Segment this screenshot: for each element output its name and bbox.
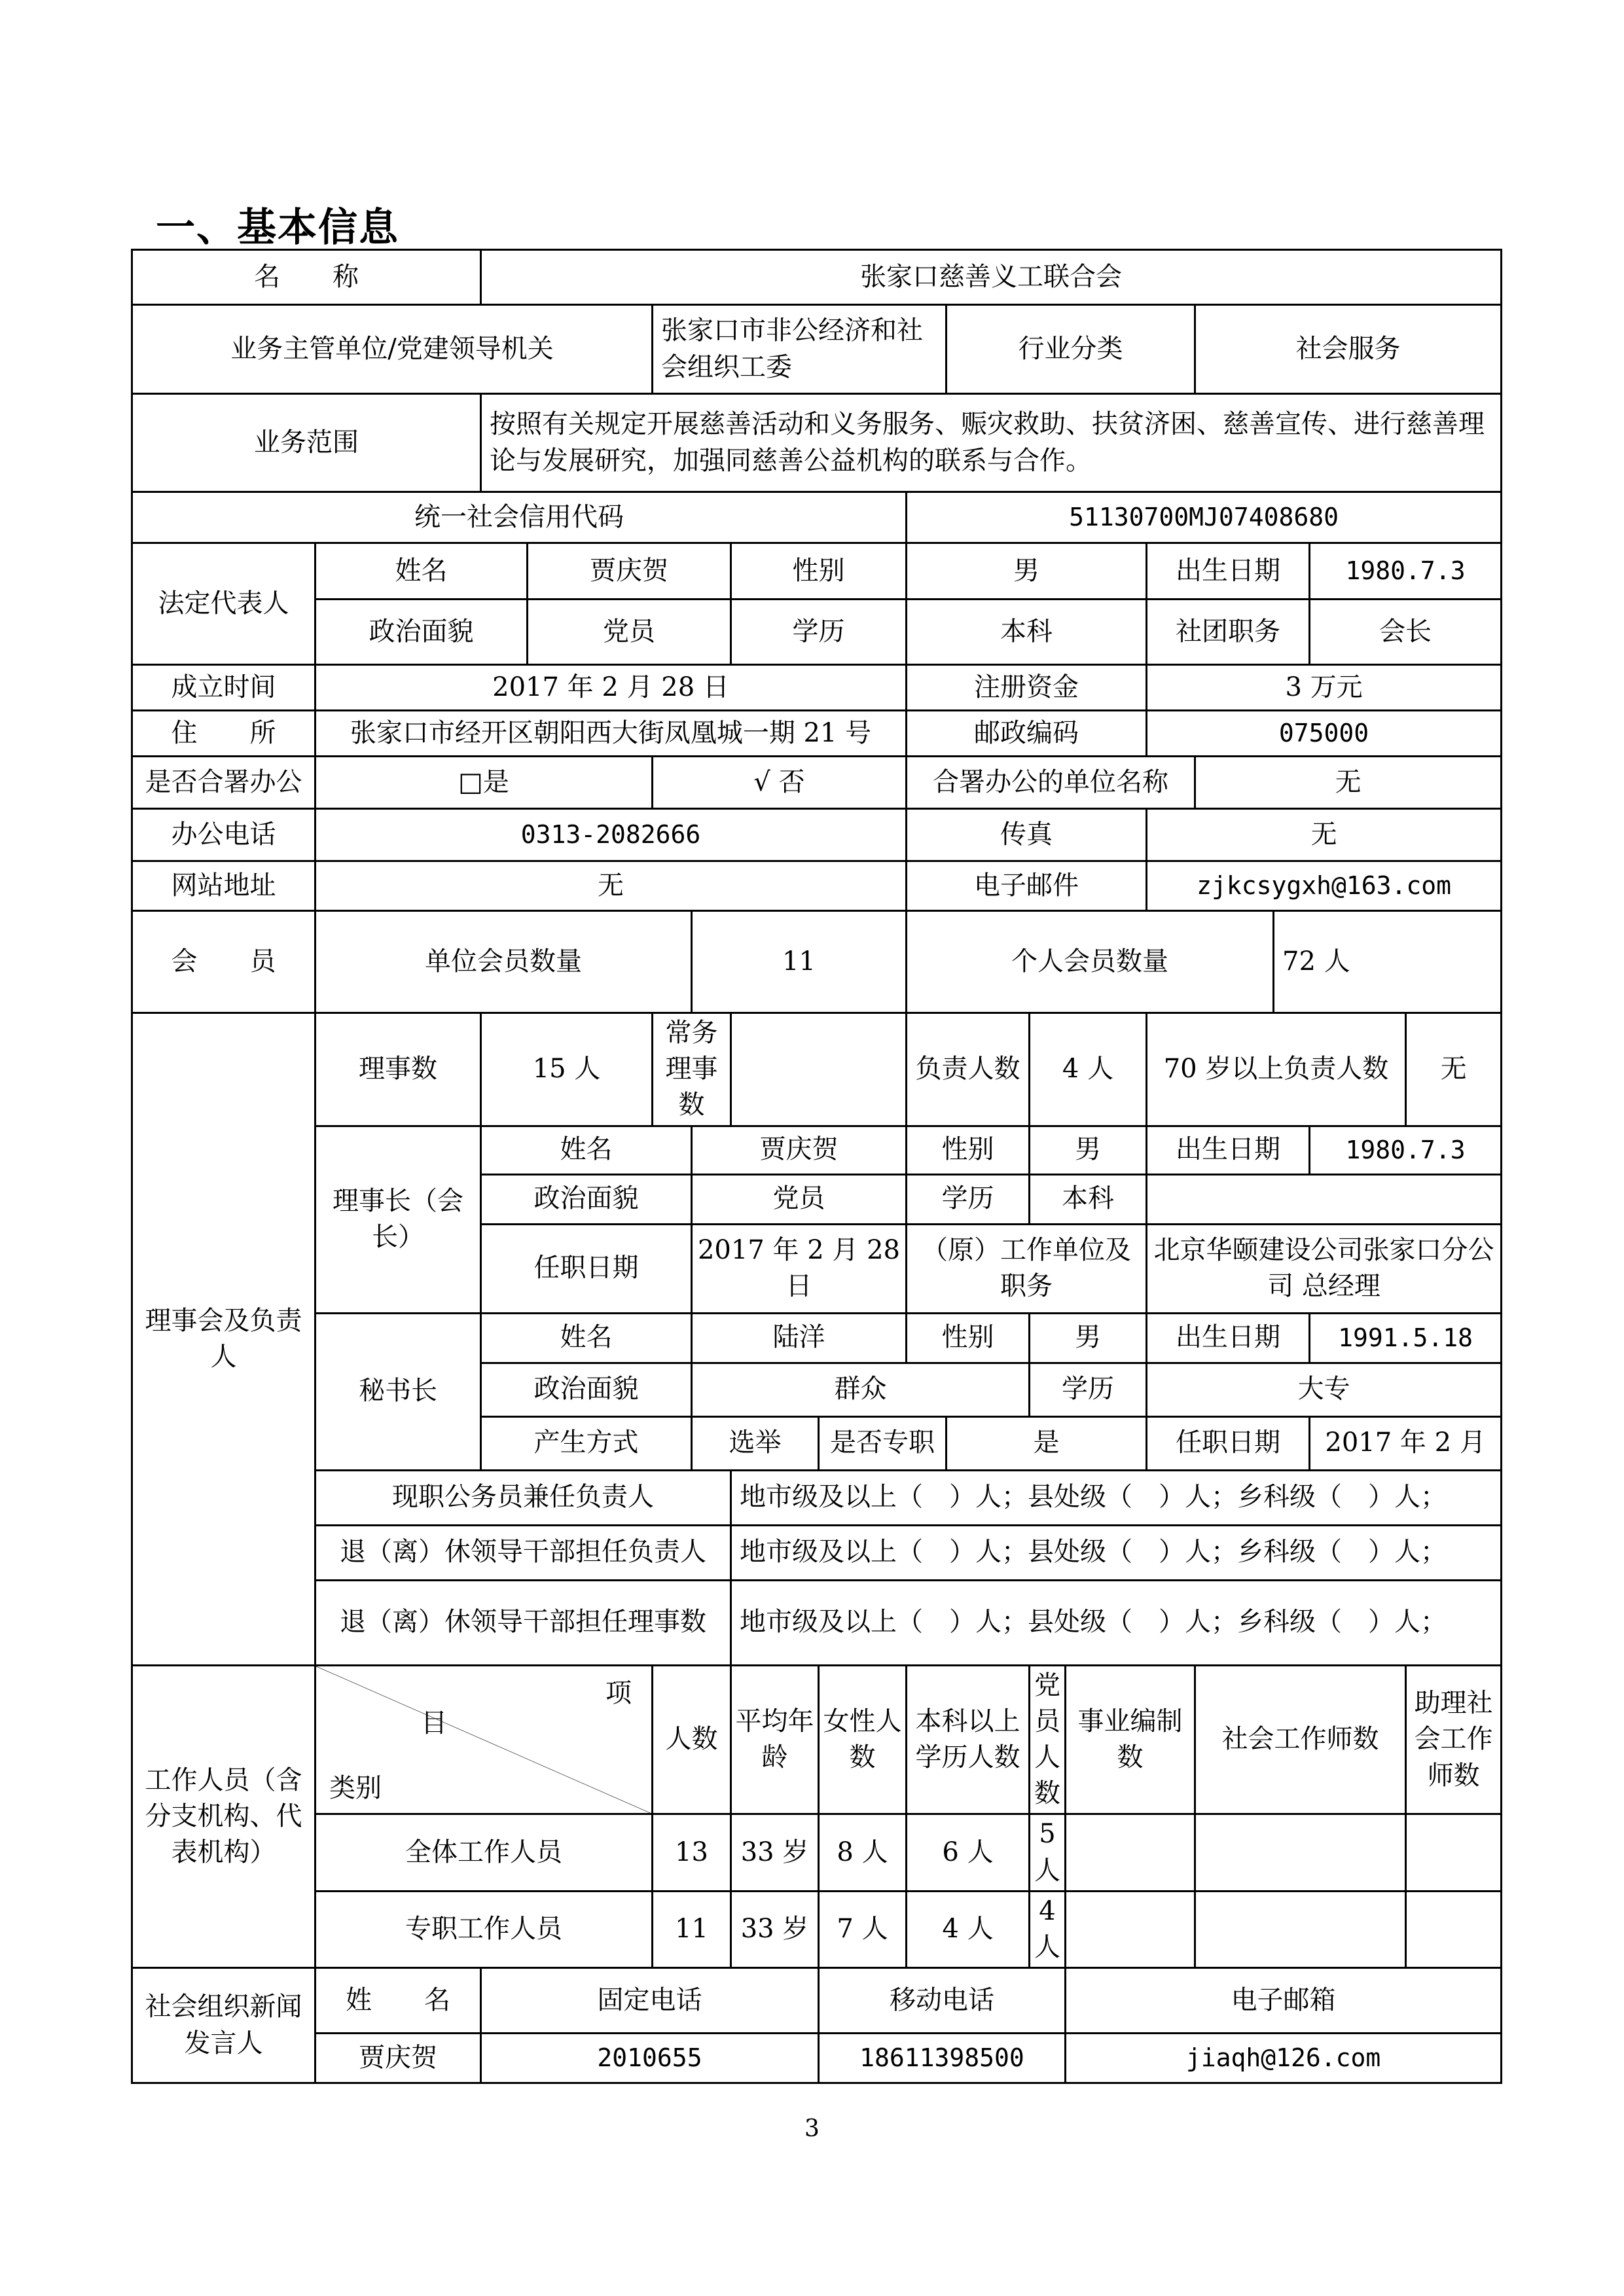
- legal-gender-label: 性别: [731, 543, 907, 600]
- staff-cell: [1406, 1814, 1502, 1891]
- sec-name-label: 姓名: [481, 1313, 692, 1363]
- row-supervisor: [132, 305, 1502, 394]
- shared-unit-label: 合署办公的单位名称: [907, 757, 1195, 809]
- address-value: 张家口市经开区朝阳西大街凤凰城一期 21 号: [316, 711, 907, 757]
- sec-edu: 大专: [1147, 1363, 1502, 1416]
- staff-cell: 6 人: [907, 1814, 1030, 1891]
- directors-count: 15 人: [481, 1013, 653, 1126]
- row-civil-servant: [132, 1470, 1502, 1525]
- spokesperson-phone-label: 固定电话: [481, 1968, 819, 2034]
- name-value: 张家口慈善义工联合会: [481, 250, 1502, 305]
- legal-name-label: 姓名: [316, 543, 528, 600]
- directors-label: 理事数: [316, 1013, 481, 1126]
- staff-header-age: 平均年龄: [731, 1665, 819, 1814]
- civil-servant-label: 现职公务员兼任负责人: [316, 1470, 731, 1525]
- row-legal-rep-2: [132, 600, 1502, 665]
- staff-cell: 4 人: [1030, 1891, 1066, 1967]
- person-members-label: 个人会员数量: [907, 911, 1274, 1013]
- legal-politics-label: 政治面貌: [316, 600, 528, 665]
- table-row: [132, 1814, 1502, 1891]
- row-scope: [132, 394, 1502, 492]
- standing-label: 常务理事数: [653, 1013, 731, 1126]
- legal-edu-label: 学历: [731, 600, 907, 665]
- staff-cell: 33 岁: [731, 1814, 819, 1891]
- spokesperson-phone: 2010655: [481, 2034, 819, 2083]
- row-website: [132, 861, 1502, 911]
- staff-header-degree: 本科以上学历人数: [907, 1665, 1030, 1814]
- council-label: 理事会及负责人: [132, 1013, 316, 1666]
- capital-value: 3 万元: [1147, 665, 1502, 711]
- staff-header-party: 党员人数: [1030, 1665, 1066, 1814]
- members-label: 会 员: [132, 911, 316, 1013]
- fax-value: 无: [1147, 809, 1502, 861]
- chair-birth-label: 出生日期: [1147, 1126, 1310, 1174]
- civil-servant-value: 地市级及以上（ ）人；县处级（ ）人；乡科级（ ）人；: [731, 1470, 1502, 1525]
- staff-header-social-worker: 社会工作师数: [1195, 1665, 1406, 1814]
- staff-cell: [1195, 1891, 1406, 1967]
- staff-cell: [1195, 1814, 1406, 1891]
- row-credit-code: [132, 492, 1502, 543]
- shared-yes-option: □是: [316, 757, 653, 809]
- sec-term: 2017 年 2 月: [1310, 1416, 1502, 1470]
- spokesperson-label: 社会组织新闻发言人: [132, 1968, 316, 2083]
- chair-name-label: 姓名: [481, 1126, 692, 1174]
- diag-category-text: 类别: [329, 1773, 382, 1804]
- legal-birth: 1980.7.3: [1310, 543, 1502, 600]
- row-spokesperson-values: [132, 2034, 1502, 2083]
- basic-info-table-wrapper: [131, 249, 1500, 2073]
- section-title: 一、基本信息: [156, 205, 399, 251]
- spokesperson-name: 贾庆贺: [316, 2034, 481, 2083]
- row-address: [132, 711, 1502, 757]
- supervisor-value: 张家口市非公经济和社会组织工委: [653, 305, 947, 394]
- diag-item-text: 项: [605, 1677, 632, 1708]
- staff-cell: [1066, 1891, 1195, 1967]
- shared-label: 是否合署办公: [132, 757, 316, 809]
- phone-label: 办公电话: [132, 809, 316, 861]
- capital-label: 注册资金: [907, 665, 1147, 711]
- chair-term-label: 任职日期: [481, 1224, 692, 1313]
- basic-info-table: [131, 249, 1502, 2084]
- staff-cell: 8 人: [819, 1814, 907, 1891]
- row-phone: [132, 809, 1502, 861]
- spokesperson-mobile-label: 移动电话: [819, 1968, 1066, 2034]
- industry-value: 社会服务: [1195, 305, 1502, 394]
- staff-header-establishment: 事业编制数: [1066, 1665, 1195, 1814]
- web-label: 网站地址: [132, 861, 316, 911]
- email-label: 电子邮件: [907, 861, 1147, 911]
- chair-work: 北京华颐建设公司张家口分公司 总经理: [1147, 1224, 1502, 1313]
- staff-header-female: 女性人数: [819, 1665, 907, 1814]
- staff-cell: 5 人: [1030, 1814, 1066, 1891]
- legal-post-label: 社团职务: [1147, 600, 1310, 665]
- retired-director-value: 地市级及以上（ ）人；县处级（ ）人；乡科级（ ）人；: [731, 1580, 1502, 1665]
- staff-cell: [1066, 1814, 1195, 1891]
- industry-label: 行业分类: [947, 305, 1195, 394]
- spokesperson-email-label: 电子邮箱: [1066, 1968, 1502, 2034]
- staff-cell: 11: [653, 1891, 731, 1967]
- legal-post: 会长: [1310, 600, 1502, 665]
- shared-unit-value: 无: [1195, 757, 1502, 809]
- scope-value: 按照有关规定开展慈善活动和义务服务、赈灾救助、扶贫济困、慈善宣传、进行慈善理论与发展研究，加强同慈善公益机构的联系与合作。: [481, 394, 1502, 492]
- sec-gender-label: 性别: [907, 1313, 1030, 1363]
- spokesperson-email: jiaqh@126.com: [1066, 2034, 1502, 2083]
- staff-header-count: 人数: [653, 1665, 731, 1814]
- email-value: zjkcsygxh@163.com: [1147, 861, 1502, 911]
- scope-label: 业务范围: [132, 394, 481, 492]
- row-retired-leader: [132, 1525, 1502, 1580]
- staff-cell: [1406, 1891, 1502, 1967]
- legal-name: 贾庆贺: [528, 543, 731, 600]
- shared-no-option: √ 否: [653, 757, 907, 809]
- fax-label: 传真: [907, 809, 1147, 861]
- chair-edu-blank: [1147, 1174, 1502, 1224]
- row-founded: [132, 665, 1502, 711]
- standing-count: [731, 1013, 907, 1126]
- sec-gender: 男: [1030, 1313, 1147, 1363]
- unit-members-label: 单位会员数量: [316, 911, 692, 1013]
- supervisor-label: 业务主管单位/党建领导机关: [132, 305, 653, 394]
- chair-edu-label: 学历: [907, 1174, 1030, 1224]
- sec-name: 陆洋: [692, 1313, 907, 1363]
- sec-fulltime-label: 是否专职: [819, 1416, 947, 1470]
- row-secretary-1: [132, 1313, 1502, 1363]
- sec-edu-label: 学历: [1030, 1363, 1147, 1416]
- person-members-count: 72 人: [1274, 911, 1502, 1013]
- staff-diagonal-header: [316, 1665, 653, 1814]
- staff-cell: 13: [653, 1814, 731, 1891]
- chair-gender-label: 性别: [907, 1126, 1030, 1174]
- row-legal-rep-1: [132, 543, 1502, 600]
- name-label: 名 称: [132, 250, 481, 305]
- legal-birth-label: 出生日期: [1147, 543, 1310, 600]
- row-chair-1: [132, 1126, 1502, 1174]
- sec-term-label: 任职日期: [1147, 1416, 1310, 1470]
- row-retired-director: [132, 1580, 1502, 1665]
- credit-label: 统一社会信用代码: [132, 492, 907, 543]
- founded-value: 2017 年 2 月 28 日: [316, 665, 907, 711]
- leaders-count: 4 人: [1030, 1013, 1147, 1126]
- web-value: 无: [316, 861, 907, 911]
- zip-label: 邮政编码: [907, 711, 1147, 757]
- diag-mu-text: 目: [421, 1708, 447, 1738]
- secretary-label: 秘书长: [316, 1313, 481, 1470]
- row-shared-office: [132, 757, 1502, 809]
- legal-rep-label: 法定代表人: [132, 543, 316, 665]
- address-label: 住 所: [132, 711, 316, 757]
- staff-label: 工作人员（含分支机构、代表机构）: [132, 1665, 316, 1968]
- staff-cell: 7 人: [819, 1891, 907, 1967]
- credit-value: 51130700MJ07408680: [907, 492, 1502, 543]
- staff-row-label: 全体工作人员: [316, 1814, 653, 1891]
- unit-members-count: 11: [692, 911, 907, 1013]
- row-spokesperson-header: [132, 1968, 1502, 2034]
- row-council-counts: [132, 1013, 1502, 1126]
- spokesperson-mobile: 18611398500: [819, 2034, 1066, 2083]
- sec-method: 选举: [692, 1416, 819, 1470]
- retired-leader-value: 地市级及以上（ ）人；县处级（ ）人；乡科级（ ）人；: [731, 1525, 1502, 1580]
- phone-value: 0313-2082666: [316, 809, 907, 861]
- over70-label: 70 岁以上负责人数: [1147, 1013, 1406, 1126]
- staff-row-label: 专职工作人员: [316, 1891, 653, 1967]
- sec-politics: 群众: [692, 1363, 1030, 1416]
- chair-term: 2017 年 2 月 28 日: [692, 1224, 907, 1313]
- chair-birth: 1980.7.3: [1310, 1126, 1502, 1174]
- zip-value: 075000: [1147, 711, 1502, 757]
- chair-politics: 党员: [692, 1174, 907, 1224]
- spokesperson-name-label: 姓 名: [316, 1968, 481, 2034]
- chair-edu: 本科: [1030, 1174, 1147, 1224]
- over70-value: 无: [1406, 1013, 1502, 1126]
- row-members: [132, 911, 1502, 1013]
- retired-leader-label: 退（离）休领导干部担任负责人: [316, 1525, 731, 1580]
- sec-politics-label: 政治面貌: [481, 1363, 692, 1416]
- sec-birth: 1991.5.18: [1310, 1313, 1502, 1363]
- chair-label: 理事长（会长）: [316, 1126, 481, 1313]
- chair-work-label: （原）工作单位及职务: [907, 1224, 1147, 1313]
- row-staff-header: [132, 1665, 1502, 1814]
- staff-header-assistant-worker: 助理社会工作师数: [1406, 1665, 1502, 1814]
- row-name: [132, 250, 1502, 305]
- sec-birth-label: 出生日期: [1147, 1313, 1310, 1363]
- founded-label: 成立时间: [132, 665, 316, 711]
- sec-method-label: 产生方式: [481, 1416, 692, 1470]
- leaders-label: 负责人数: [907, 1013, 1030, 1126]
- sec-fulltime: 是: [947, 1416, 1147, 1470]
- staff-cell: 33 岁: [731, 1891, 819, 1967]
- legal-gender: 男: [907, 543, 1147, 600]
- page-number: 3: [804, 2115, 820, 2142]
- retired-director-label: 退（离）休领导干部担任理事数: [316, 1580, 731, 1665]
- chair-gender: 男: [1030, 1126, 1147, 1174]
- legal-politics: 党员: [528, 600, 731, 665]
- table-row: [132, 1891, 1502, 1967]
- legal-edu: 本科: [907, 600, 1147, 665]
- staff-cell: 4 人: [907, 1891, 1030, 1967]
- chair-politics-label: 政治面貌: [481, 1174, 692, 1224]
- chair-name: 贾庆贺: [692, 1126, 907, 1174]
